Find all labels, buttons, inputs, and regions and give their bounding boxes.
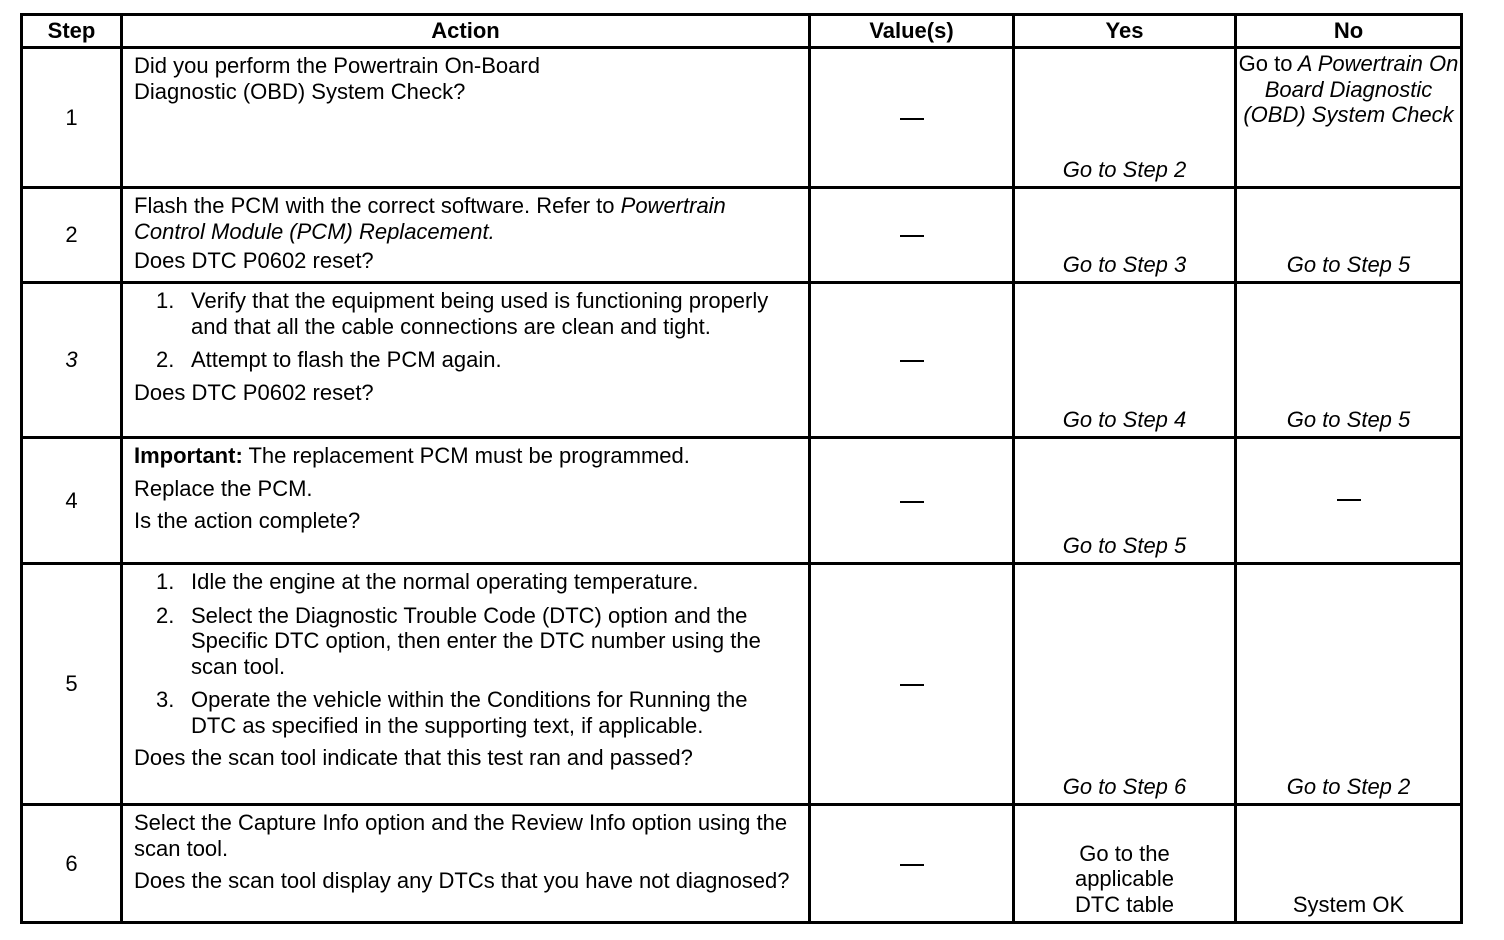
- procedure-list: [134, 569, 798, 738]
- yes-cell: Go to Step 5: [1014, 438, 1236, 564]
- list-item: 2. Select the Diagnostic Trouble Code (DTC) option and the Specific DTC option, then enter the DTC number using the scan tool.: [156, 602, 761, 679]
- no-cell: System OK: [1236, 805, 1462, 923]
- no-cell: Go to Step 5: [1236, 283, 1462, 438]
- action-question: Does DTC P0602 reset?: [134, 248, 374, 273]
- action-text: Select the Capture Info option and the Review Info option using the scan tool.: [134, 810, 788, 861]
- procedure-list: [134, 288, 798, 373]
- step-number: 6: [22, 805, 122, 923]
- step-number: 2: [22, 188, 122, 283]
- action-text: Replace the PCM.: [134, 475, 313, 501]
- action-cell: [122, 48, 810, 188]
- header-no: No: [1236, 15, 1462, 48]
- table-row: [22, 188, 1462, 283]
- yes-cell: Go to Step 6: [1014, 564, 1236, 805]
- value-cell: [810, 283, 1014, 438]
- no-cell: [1236, 48, 1462, 188]
- yes-cell: Go to Step 4: [1014, 283, 1236, 438]
- action-cell: [122, 564, 810, 805]
- table-row: [22, 283, 1462, 438]
- no-cell: [1236, 438, 1462, 564]
- diagnostic-steps-table: [20, 13, 1463, 924]
- value-dash: [900, 118, 924, 120]
- table-row: [22, 805, 1462, 923]
- action-cell: [122, 438, 810, 564]
- action-cell: [122, 188, 810, 283]
- yes-cell: Go to the applicable DTC table: [1014, 805, 1236, 923]
- yes-cell: Go to Step 2: [1014, 48, 1236, 188]
- no-link-reference: A Powertrain On Board Diagnostic (OBD) System Check: [1243, 51, 1459, 127]
- value-cell: [810, 805, 1014, 923]
- value-cell: [810, 564, 1014, 805]
- step-number: 5: [22, 564, 122, 805]
- value-cell: [810, 438, 1014, 564]
- no-prefix: Go to: [1238, 51, 1293, 76]
- value-dash: [900, 235, 924, 237]
- no-dash: [1337, 499, 1361, 501]
- table-row: [22, 438, 1462, 564]
- header-step: Step: [22, 15, 122, 48]
- reference-title: Powertrain Control Module (PCM) Replacement: [134, 193, 726, 244]
- value-cell: [810, 188, 1014, 283]
- header-values: Value(s): [810, 15, 1014, 48]
- step-number: 4: [22, 438, 122, 564]
- step-number: 1: [22, 48, 122, 188]
- action-question: Does the scan tool indicate that this test ran and passed?: [134, 745, 693, 770]
- value-dash: [900, 501, 924, 503]
- action-question: Is the action complete?: [134, 508, 361, 533]
- value-dash: [900, 360, 924, 362]
- list-item: 2. Attempt to flash the PCM again.: [156, 347, 502, 372]
- table-row: [22, 48, 1462, 188]
- action-question: Does DTC P0602 reset?: [134, 379, 374, 405]
- list-item: 1. Verify that the equipment being used is functioning properly and that all the cable connections are clean and tight.: [156, 288, 769, 339]
- action-text: Flash the PCM with the correct software. Refer to Powertrain Control Module (PCM) Replacement.: [134, 193, 726, 244]
- value-dash: [900, 684, 924, 686]
- diagnostic-table-document: [20, 13, 1460, 924]
- step-number: 3: [22, 283, 122, 438]
- list-item: 3. Operate the vehicle within the Conditions for Running the DTC as specified in the supporting text, if applicable.: [156, 687, 748, 738]
- no-cell: Go to Step 2: [1236, 564, 1462, 805]
- action-cell: [122, 283, 810, 438]
- table-header-row: [22, 15, 1462, 48]
- value-cell: [810, 48, 1014, 188]
- header-yes: Yes: [1014, 15, 1236, 48]
- no-cell: Go to Step 5: [1236, 188, 1462, 283]
- list-item: 1. Idle the engine at the normal operating temperature.: [156, 569, 699, 594]
- important-note: Important: The replacement PCM must be programmed.: [134, 443, 690, 468]
- table-row: [22, 564, 1462, 805]
- action-cell: [122, 805, 810, 923]
- value-dash: [900, 864, 924, 866]
- action-question: Does the scan tool display any DTCs that you have not diagnosed?: [134, 868, 790, 893]
- important-label: Important:: [134, 443, 243, 468]
- action-text: Did you perform the Powertrain On-Board Diagnostic (OBD) System Check?: [134, 53, 540, 104]
- yes-cell: Go to Step 3: [1014, 188, 1236, 283]
- header-action: Action: [122, 15, 810, 48]
